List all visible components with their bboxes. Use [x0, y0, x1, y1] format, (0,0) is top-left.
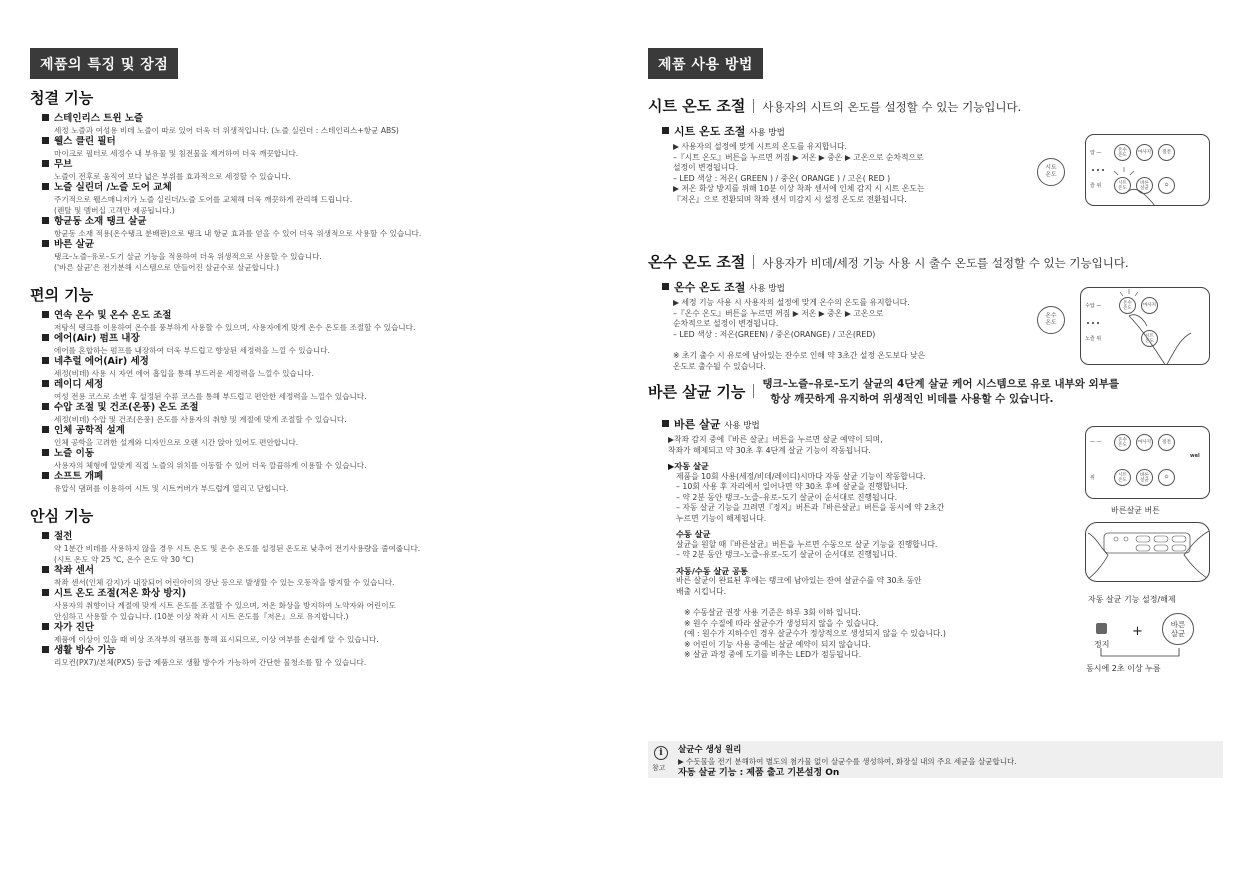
bullet-square-icon — [42, 311, 49, 318]
feature-title-text: 바른 살균 — [54, 239, 95, 250]
left-banner: 제품의 특징 및 장점 — [30, 48, 178, 79]
both-bracket — [1100, 648, 1190, 662]
control-panel-illustration-3: — — 온수 온도 마사지 절전 wel 위 시트 온도 바른 살균 ⏻ — [1085, 426, 1210, 499]
body-line: (예 : 원수가 지하수인 경우 살균수가 정상적으로 생성되지 않을 수 있습니다.) — [684, 629, 946, 638]
body-line: – 약 2분 동안 탱크–노즐–유로–도기 살균이 순서대로 진행됩니다. — [676, 550, 898, 559]
body-line: ▶ 세정 기능 사용 시 사용자의 설정에 맞게 온수의 온도를 유지합니다. — [673, 298, 910, 307]
body-line: – LED 색상 : 저온( GREEN ) / 중온( ORANGE ) / 고온( RED ) — [673, 173, 891, 183]
feature-title-text: 수압 조절 및 건조(온풍) 온도 조절 — [54, 402, 199, 413]
feature-title-text: 웰스 클린 필터 — [54, 136, 116, 147]
sterilization-subtitle: 바른 살균 사용 방법 — [662, 416, 1119, 432]
stop-label: 정지 — [1094, 640, 1110, 649]
seat-temp-section — [648, 95, 1021, 205]
feature-title-text: 생활 방수 기능 — [54, 645, 116, 656]
water-temp-note — [673, 351, 1129, 372]
feature-title — [42, 182, 600, 194]
feature-desc: 착좌 센서(인체 감지)가 내장되어 어린아이의 장난 등으로 발생할 수 있는 오동작을 방지할 수 있습니다. — [54, 578, 395, 587]
auto-sterilization-title: ▶자동 살균 — [668, 461, 709, 471]
control-panel-illustration-4 — [1085, 522, 1210, 582]
feature-title — [42, 531, 600, 543]
seat-temp-desc: 사용자의 시트의 온도를 설정할 수 있는 기능입니다. — [762, 100, 1022, 114]
feature-title — [42, 310, 600, 322]
section-title: 청결 기능 — [30, 89, 94, 107]
feature-title — [42, 645, 600, 657]
feature-desc: 리모컨(PX7)/본체(PX5) 등급 제품으로 생활 방수가 가능하여 간단한 물청소를 할 수 있습니다. — [54, 658, 367, 667]
feature-title — [42, 565, 600, 577]
bullet-square-icon — [42, 334, 49, 341]
sterilization-body — [668, 435, 1119, 661]
feature-desc: 저탕식 탱크를 이용하여 온수를 풍부하게 사용할 수 있으며, 사용자에게 맞게 온수 온도를 조절할 수 있습니다. — [54, 323, 416, 332]
feature-desc: 약 1분간 비데를 사용하지 않을 경우 시트 온도 및 온수 온도를 설정된 온도로 낮추어 전기사용량을 줄여줍니다. — [54, 544, 421, 553]
sterilization-desc-1: 탱크–노즐–유로–도기 살균의 4단계 살균 케어 시스템으로 유로 내부와 외부를 — [762, 378, 1119, 390]
water-temp-button-icon: 온수 온도 — [1037, 306, 1065, 334]
bullet-square-icon — [42, 623, 49, 630]
feature-title — [42, 356, 600, 368]
feature-title-text: 무브 — [54, 159, 73, 170]
bullet-square-icon — [42, 426, 49, 433]
body-line: 착좌가 해제되고 약 30초 후 4단계 살균 기능이 작동됩니다. — [668, 445, 871, 455]
feature-list — [42, 113, 600, 273]
feature-title-text: 네추럴 에어(Air) 세정 — [54, 356, 149, 367]
bullet-square-icon — [42, 449, 49, 456]
body-line: – 10회 사용 후 자리에서 일어나면 약 30초 후에 살균을 진행합니다. — [676, 482, 908, 491]
feature-title-text: 노즐 실린더 /노즐 도어 교체 — [54, 182, 172, 193]
feature-desc: 안심하고 사용할 수 있습니다. (10분 이상 착좌 시 시트 온도를『저온』으로 유지합니다.) — [54, 612, 349, 621]
seat-temp-subtitle: 시트 온도 조절 사용 방법 — [662, 123, 1021, 139]
body-line: –『온수 온도』버튼을 누르면 꺼짐 ▶ 저온 ▶ 중온 ▶ 고온으로 — [673, 308, 884, 318]
feature-desc: 세정(비데) 수압 및 건조(온풍) 온도를 사용자의 취향 및 계절에 맞게 조절할 수 있습니다. — [54, 415, 347, 424]
feature-title-text: 노즐 이동 — [54, 448, 95, 459]
body-line: 누르면 기능이 해제됩니다. — [676, 513, 767, 523]
left-page — [30, 48, 600, 668]
bullet-square-icon — [42, 566, 49, 573]
control-panel-illustration-2: 수압 — 온수 온도 마사지 노즐 위 시트 온도 — [1080, 287, 1210, 365]
feature-desc: 제품에 이상이 있을 때 비상 조작부의 램프를 통해 표시되므로, 이상 여부를 손쉽게 알 수 있습니다. — [54, 635, 379, 644]
feature-title-text: 자가 진단 — [54, 622, 95, 633]
press-both-label: 동시에 2초 이상 누름 — [1086, 664, 1161, 673]
feature-title — [42, 333, 600, 345]
reference-note-box — [648, 741, 1223, 778]
feature-sections — [30, 87, 600, 668]
reference-label: 참고 — [652, 764, 666, 772]
feature-desc: 세정 노즐과 여성용 비데 노즐이 따로 있어 더욱 더 위생적입니다. (노즐 실린더 : 스테인리스+항균 ABS) — [54, 126, 399, 135]
feature-desc: 탱크–노즐–유로–도기 살균 기능을 적용하여 더욱 위생적으로 사용할 수 있습니다. — [54, 252, 322, 261]
feature-title-text: 시트 온도 조절(저온 화상 방지) — [54, 588, 187, 599]
water-temp-desc: 사용자가 비데/세정 기능 사용 시 출수 온도를 설정할 수 있는 기능입니다. — [762, 256, 1129, 270]
body-line: ▶착좌 감지 중에『바른 살균』버튼을 누르면 살균 예약이 되며, — [668, 435, 883, 444]
body-line: ▶ 사용자의 설정에 맞게 시트의 온도를 유지합니다. — [673, 142, 847, 151]
feature-desc: (시트 온도 약 25 ℃, 온수 온도 약 30 ℃) — [54, 555, 194, 564]
feature-desc: (렌탈 및 멤버십 고객만 제공됩니다.) — [54, 206, 175, 215]
feature-title — [42, 136, 600, 148]
body-line: ※ 수동살균 권장 사용 기준은 하루 3회 이하 입니다. — [684, 608, 861, 617]
seat-temp-title: 시트 온도 조절 — [648, 97, 746, 115]
feature-desc: ('바른 살균'은 전기분해 시스템으로 만들어진 살균수로 살균합니다.) — [54, 263, 280, 272]
feature-title-text: 항균동 소재 탱크 살균 — [54, 216, 147, 227]
note-title: 살균수 생성 원리 — [678, 745, 742, 755]
note-text: ▶ 수돗물을 전기 분해하여 별도의 첨가물 없이 살균수를 생성하여, 화장실 내의 주요 세균을 살균합니다. — [678, 757, 1017, 766]
body-line: 순차적으로 설정이 변경됩니다. — [673, 319, 779, 328]
body-line: ※ 원수 수질에 따라 살균수가 생성되지 않을 수 있습니다. — [684, 618, 879, 628]
bullet-square-icon — [42, 160, 49, 167]
bullet-square-icon — [42, 217, 49, 224]
feature-title-text: 에어(Air) 펌프 내장 — [54, 333, 140, 344]
bullet-square-icon — [42, 532, 49, 539]
steril-button-caption: 바른살균 버튼 — [1111, 506, 1160, 515]
body-line: 살균을 원할 때『바른살균』버튼을 누르면 수동으로 살균 기능을 진행합니다. — [676, 539, 938, 549]
bullet-square-icon — [42, 472, 49, 479]
stop-button-icon — [1096, 623, 1107, 634]
water-temp-title: 온수 온도 조절 — [648, 253, 746, 271]
bullet-square-icon — [42, 240, 49, 247]
water-temp-subtitle: 온수 온도 조절 사용 방법 — [662, 279, 1129, 295]
bullet-square-icon — [42, 114, 49, 121]
feature-desc: 마이크로 필터로 세정수 내 부유물 및 침전물을 제거하여 더욱 깨끗합니다. — [54, 149, 299, 158]
feature-desc: 세정(비데) 사용 시 자연 에어 흡입을 통해 부드러운 세정력을 느낄수 있습니다. — [54, 369, 314, 378]
body-line: 배출 시킵니다. — [676, 586, 727, 596]
steril-button-icon: 바른 살균 — [1162, 613, 1194, 645]
sterilization-title: 바른 살균 기능 — [648, 382, 746, 401]
manual-sterilization-title: 수동 살균 — [676, 529, 711, 539]
feature-desc: 에어를 혼합하는 펌프를 내장하여 더욱 부드럽고 향상된 세정력을 느낄 수 있습니다. — [54, 346, 330, 355]
feature-title — [42, 588, 600, 600]
feature-desc: 사용자의 체형에 알맞게 직접 노즐의 위치를 이동할 수 있어 더욱 깔끔하게 이용할 수 있습니다. — [54, 461, 367, 470]
body-line: ※ 살균 과정 중에 도기를 비추는 LED가 점등됩니다. — [684, 650, 862, 659]
body-line: 제품을 10회 사용(세정/비데/레이디)시마다 자동 살균 기능이 작동합니다. — [676, 471, 926, 481]
feature-list — [42, 531, 600, 668]
feature-desc: 항균동 소재 적용(온수탱크 분배판)으로 탱크 내 항균 효과를 얻을 수 있어 더욱 위생적으로 사용할 수 있습니다. — [54, 229, 422, 238]
sterilization-section — [648, 376, 1119, 661]
right-page — [648, 48, 1218, 877]
feature-title — [42, 379, 600, 391]
feature-title — [42, 448, 600, 460]
section-title: 안심 기능 — [30, 507, 94, 525]
feature-title-text: 연속 온수 및 온수 온도 조절 — [54, 310, 172, 321]
section-title: 편의 기능 — [30, 286, 94, 304]
feature-desc: 여성 전용 코스로 소변 후 설정된 수류 코스를 통해 부드럽고 편안한 세정력을 느낄수 있습니다. — [54, 392, 367, 401]
bullet-square-icon — [42, 357, 49, 364]
feature-title — [42, 113, 600, 125]
feature-desc: 사용자의 취향이나 계절에 맞게 시트 온도를 조절할 수 있으며, 저온 화상을 방지하여 노약자와 어린이도 — [54, 601, 396, 610]
feature-title — [42, 216, 600, 228]
feature-title — [42, 159, 600, 171]
body-line: ▶ 저온 화상 방지를 위해 10분 이상 착좌 센서에 인체 감지 시 시트 온도는 — [673, 184, 925, 193]
feature-title-text: 소프트 개폐 — [54, 471, 104, 482]
note-bold: 자동 살균 기능 : 제품 출고 기본설정 On — [678, 768, 840, 778]
feature-title-text: 인체 공학적 설계 — [54, 425, 125, 436]
body-line: ※ 초기 출수 시 유로에 남아있는 잔수로 인해 약 3초간 설정 온도보다 낮은 — [673, 351, 926, 360]
body-line: – LED 색상 : 저온(GREEN) / 중온(ORANGE) / 고온(RED) — [673, 329, 876, 339]
feature-desc: 주기적으로 웰스매니저가 노즐 실린더/노즐 도어를 교체해 더욱 깨끗하게 관리해 드립니다. — [54, 195, 353, 204]
control-panel-illustration-1: 압 — 온수 온도 마사지 절전 즐 위 시트 온도 바른 살균 ⏻ — [1085, 134, 1210, 206]
feature-title-text: 절전 — [54, 531, 73, 542]
body-line: 바른 살균이 완료된 후에는 탱크에 남아있는 잔여 살균수를 약 30초 동안 — [676, 576, 922, 585]
common-sterilization-title: 자동/수동 살균 공통 — [676, 565, 748, 576]
feature-title — [42, 471, 600, 483]
bullet-square-icon — [42, 646, 49, 653]
feature-title — [42, 239, 600, 251]
feature-desc: 인체 공학을 고려한 설계와 디자인으로 오랜 시간 앉아 있어도 편안합니다. — [54, 438, 299, 447]
feature-title — [42, 402, 600, 414]
feature-desc: 유압식 댐퍼를 이용하여 시트 및 시트커버가 부드럽게 열리고 닫힙니다. — [54, 484, 289, 493]
body-line: –『시트 온도』버튼을 누르면 꺼짐 ▶ 저온 ▶ 중온 ▶ 고온으로 순차적으로 — [673, 152, 924, 162]
bullet-square-icon — [42, 183, 49, 190]
feature-list — [42, 310, 600, 494]
feature-title — [42, 622, 600, 634]
feature-title-text: 스테인리스 트윈 노즐 — [54, 113, 144, 124]
feature-desc: 노즐이 전후로 움직여 보다 넓은 부위를 효과적으로 세정할 수 있습니다. — [54, 172, 291, 181]
body-line: 설정이 변경됩니다. — [673, 163, 739, 172]
bullet-square-icon — [42, 403, 49, 410]
body-line: ※ 어린이 기능 사용 중에는 살균 예약이 되지 않습니다. — [684, 639, 872, 649]
body-line: – 약 2분 동안 탱크–노즐–유로–도기 살균이 순서대로 진행됩니다. — [676, 492, 898, 502]
body-line: 온도로 출수될 수 있습니다. — [673, 361, 766, 371]
auto-steril-caption: 자동 살균 기능 설정/해제 — [1088, 595, 1176, 604]
seat-temp-button-icon: 시트 온도 — [1037, 158, 1065, 186]
feature-title-text: 레이디 세정 — [54, 379, 104, 390]
bullet-square-icon — [42, 380, 49, 387]
bullet-square-icon — [42, 137, 49, 144]
right-banner: 제품 사용 방법 — [648, 48, 763, 79]
bullet-square-icon — [42, 589, 49, 596]
info-icon: i — [654, 746, 668, 760]
seat-temp-lines — [673, 142, 1021, 205]
plus-sign: + — [1132, 624, 1143, 639]
sterilization-desc-2: 항상 깨끗하게 유지하여 위생적인 비데를 사용할 수 있습니다. — [770, 393, 1054, 405]
body-line: – 자동 살균 기능을 끄려면『정지』버튼과『바른살균』버튼을 동시에 약 2초간 — [676, 503, 945, 512]
feature-title-text: 착좌 센서 — [54, 565, 95, 576]
body-line: 『저온』으로 전환되며 착좌 센서 미감지 시 설정 온도로 전환됩니다. — [673, 194, 907, 204]
feature-title — [42, 425, 600, 437]
